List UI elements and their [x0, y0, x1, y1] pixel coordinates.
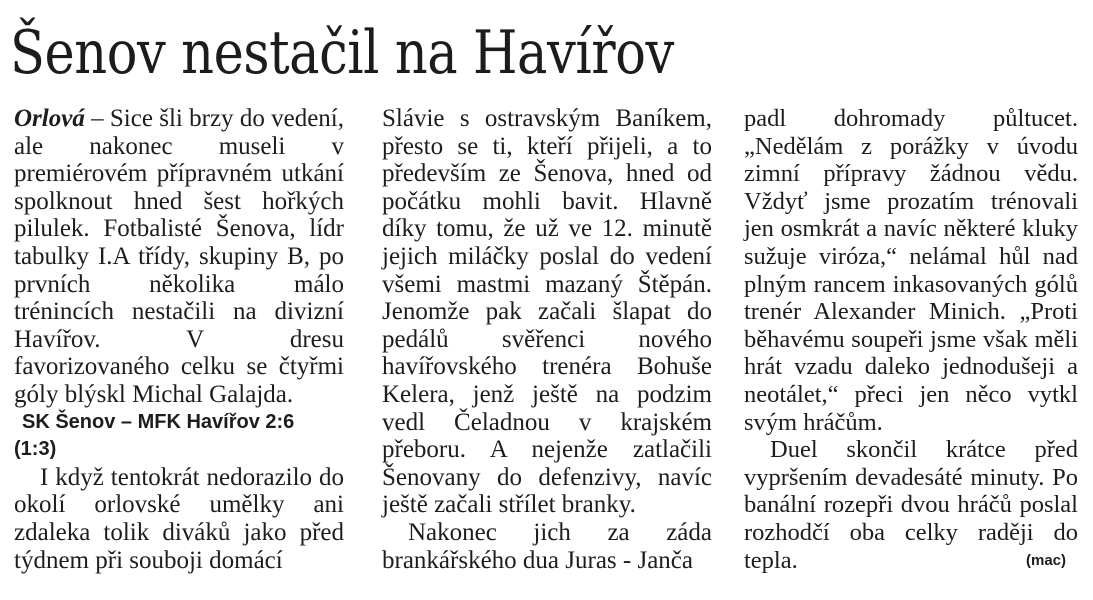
match-score: SK Šenov – MFK Havířov 2:6	[22, 410, 295, 433]
body-paragraph-2-cont: padl dohromady půltucet. „Nedělám z porážky v úvodu zimní přípravy žádnou vědu. Vždyť jsme prozatím trénovali jen osmkrát a navíc některé kluky sužuje viróza,“ nelámal hůl nad plným rancem inkasovaných gólů trenér Alexander Minich. „Proti běhavému soupeři jsme však měli hrát vzadu daleko jednodušeji a neotálet,“ přeci jen něco vytkl svým hráčům.	[744, 105, 1078, 436]
body-paragraph-2: Nakonec jich za záda brankářského dua Juras - Janča	[382, 518, 712, 574]
lead-text: – Sice šli brzy do vedení, ale nakonec museli v premiérovém přípravném utkání spolknout hned šest hořkých pilulek. Fotbalisté Šenova, lídr tabulky I.A třídy, skupiny B, po prvních několika málo trénincích nestačili na divizní Havířov. V dresu favorizovaného celku se čtyřmi góly blýskl Michal Galajda.	[14, 105, 344, 408]
body-paragraph-1-cont: Slávie s ostravským Baníkem, přesto se ti, kteří přijeli, a to především ze Šenova, hned od počátku mohli bavit. Hlavně díky tomu, že už ve 12. minutě jejich miláčky poslal do vedení všemi mastmi mazaný Štěpán. Jenomže pak začali šlapat do pedálů svěřenci nového havířovského trenéra Bohuše Kelera, jenž ještě na podzim vedl Čeladnou v krajském přeboru. A nejenže zatlačili Šenovany do defenzivy, navíc ještě začali střílet branky.	[382, 105, 712, 519]
body-paragraph-3	[744, 436, 1078, 574]
article-column-1	[14, 105, 344, 574]
lead-paragraph	[14, 105, 344, 409]
halftime-score: (1:3)	[14, 438, 57, 461]
article-column-3	[744, 105, 1078, 574]
article-headline: Šenov nestačil na Havířov	[10, 18, 674, 88]
body-paragraph-1: I když tentokrát nedorazilo do okolí orlovské umělky ani zdaleka tolik diváků jako před týdnem při souboji domácí	[14, 463, 344, 574]
article-column-2	[382, 105, 712, 574]
dateline: Orlová	[14, 105, 85, 132]
author-credit: (mac)	[1025, 551, 1066, 569]
body-paragraph-3-text: Duel skončil krátce před vypršením devadesáté minuty. Po banální rozepři dvou hráčů poslal rozhodčí oba celky raději do tepla.	[744, 436, 1078, 574]
